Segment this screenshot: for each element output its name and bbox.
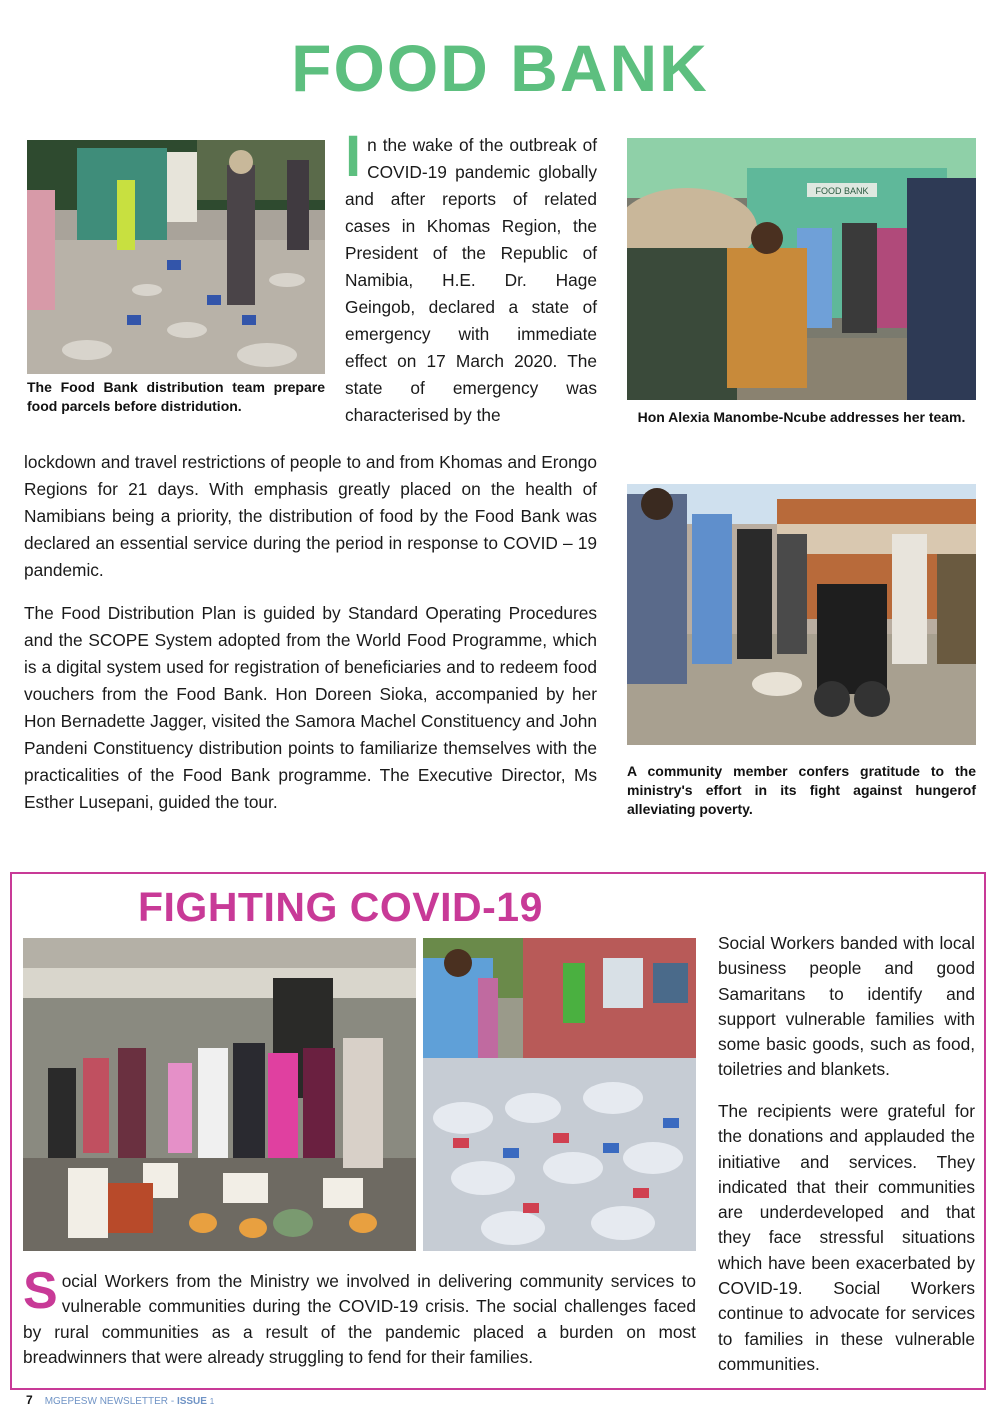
photo-distribution-team: [27, 140, 325, 374]
footer-issue: ISSUE: [176, 1396, 207, 1407]
photo-community-member: [627, 484, 976, 745]
photo-hon-addresses-team: [627, 138, 976, 400]
paragraph-lockdown: lockdown and travel restrictions of people to and from Khomas and Erongo Regions for 21 days. With emphasis greatly placed on the health of Namibians being a priority, the distribution of food by the Food Bank was declared an essential service during the period in response to COVID – 19 pandemic.: [24, 452, 597, 580]
footer-separator: -: [168, 1396, 177, 1407]
covid-left-text: ocial Workers from the Ministry we involved in delivering community services to vulnerable communities during the COVID-19 crisis. The social challenges faced by rural communities as a result of the pandemic placed a burden on most breadwinners that were already struggling to fend for their families.: [23, 1271, 696, 1367]
footer-newsletter: MGEPESW NEWSLETTER: [44, 1396, 169, 1407]
container-sign-text: FOOD BANK: [815, 186, 869, 196]
footer: [26, 1393, 214, 1407]
covid-section-title: FIGHTING COVID-19: [138, 884, 543, 930]
caption-photo1: The Food Bank distribution team prepare food parcels before distridution.: [27, 379, 325, 414]
intro-text: n the wake of the outbreak of COVID-19 pandemic globally and after reports of related cases in Khomas Region, the President of the Republic of Namibia, H.E. Dr. Hage Geingob, declared a state of emergency with immediate effect on 17 March 2020. The state of emergency was characterised by the: [345, 135, 597, 425]
covid-paragraph-right-1: Social Workers banded with local business people and good Samaritans to identify and support vulnerable families with some basic goods, such as food, toiletries and blankets.: [718, 933, 975, 1080]
page-title: FOOD BANK: [291, 31, 709, 105]
page-number: 7: [26, 1393, 33, 1407]
intro-paragraph: [345, 124, 597, 429]
dropcap-i: I: [345, 124, 362, 189]
covid-paragraph-left: [23, 1262, 696, 1370]
dropcap-s: S: [23, 1262, 58, 1320]
caption-photo3: A community member confers gratitude to the ministry's effort in its fight against hungerof alleviating poverty.: [627, 763, 976, 817]
covid-paragraph-right-2: The recipients were grateful for the donations and applauded the initiative and services. They indicated that their communities are underdeveloped and that they face stressful situations which have been exacerbated by COVID-19. Social Workers continue to advocate for services to families in these vulnerable communities.: [718, 1101, 975, 1374]
caption-photo2: Hon Alexia Manombe-Ncube addresses her team.: [637, 409, 966, 425]
footer-issue-number: 1: [209, 1397, 215, 1406]
paragraph-distribution-plan: The Food Distribution Plan is guided by Standard Operating Procedures and the SCOPE System adopted from the World Food Programme, which is a digital system used for registration of beneficiaries and to redeem food vouchers from the Food Bank. Hon Doreen Sioka, accompanied by her Hon Bernadette Jagger, visited the Samora Machel Constituency and John Pandeni Constituency distribution points to familiarize themselves with the practicalities of the Food Bank programme. The Executive Director, Ms Esther Lusepani, guided the tour.: [24, 603, 597, 812]
photo-donation-recipients: [23, 938, 416, 1251]
photo-food-parcels: [423, 938, 696, 1251]
